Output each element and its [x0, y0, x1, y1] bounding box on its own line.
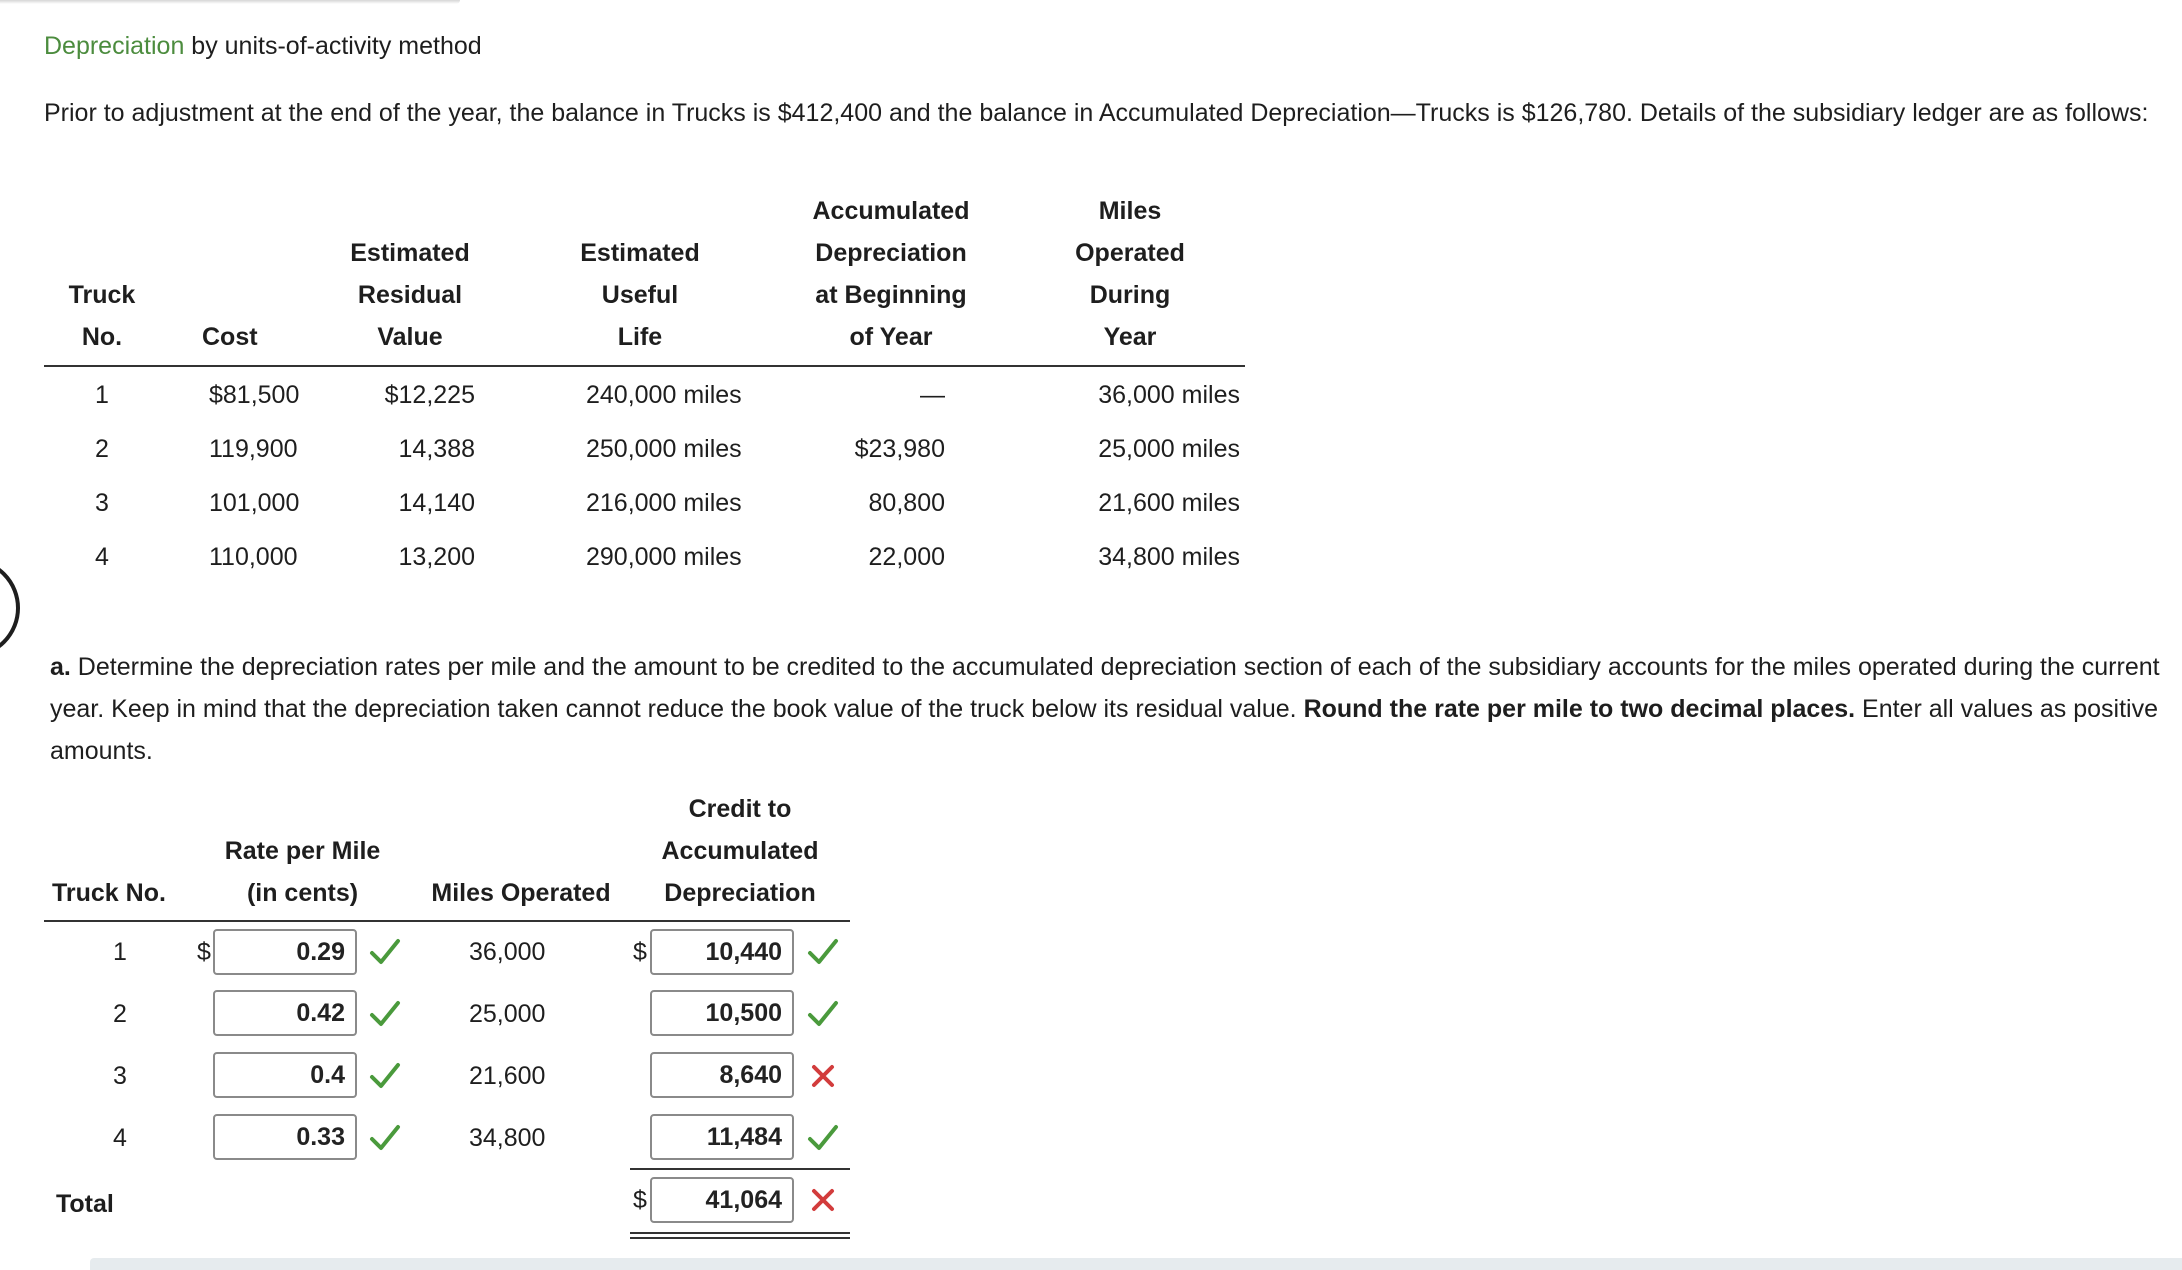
ledger-header-line: Cost [202, 323, 258, 351]
ledger-miles: 34,800 miles [1098, 543, 1240, 571]
ledger-header-miles [1050, 190, 1210, 358]
ledger-miles: 36,000 miles [1098, 381, 1240, 409]
question-tail: Enter all values as positive amounts. [50, 695, 2159, 765]
intro-paragraph: Prior to adjustment at the end of the year, the balance in Trucks is $412,400 and the balance in Accumulated Depreciation—Trucks is $126,780. Details of the subsidiary ledger are as follows: [44, 99, 2149, 127]
ledger-header-line: Residual [357, 281, 463, 309]
ledger-accum: — [920, 381, 945, 409]
answer-header-credit [640, 788, 840, 914]
depreciation-link[interactable]: Depreciation [44, 32, 185, 60]
ledger-life: 250,000 miles [586, 435, 742, 463]
ledger-header-line: Useful [601, 281, 679, 309]
ledger-life: 240,000 miles [586, 381, 742, 409]
ledger-header-line: During [1089, 281, 1171, 309]
incorrect-x-icon [806, 1183, 840, 1217]
ledger-residual: 13,200 [398, 543, 475, 571]
correct-check-icon [368, 997, 402, 1031]
question-label: a. [50, 653, 71, 681]
total-double-rule-2 [630, 1237, 850, 1239]
credit-input-2[interactable]: 10,500 [650, 990, 794, 1036]
ledger-header-line: Truck [68, 281, 136, 309]
correct-check-icon [368, 1121, 402, 1155]
ledger-truck-no: 4 [95, 543, 109, 571]
rate-input-3[interactable]: 0.4 [213, 1052, 357, 1098]
total-rule-top [630, 1168, 850, 1170]
rate-input-4[interactable]: 0.33 [213, 1114, 357, 1160]
ledger-header-accum [786, 190, 996, 358]
ledger-header-truck-no [56, 274, 148, 358]
ledger-header-line: Year [1103, 323, 1157, 351]
ledger-header-rule [44, 365, 1245, 367]
ledger-accum: 22,000 [868, 543, 945, 571]
answer-miles: 36,000 [469, 938, 546, 966]
ledger-header-line: Accumulated [812, 197, 970, 225]
ledger-life: 216,000 miles [586, 489, 742, 517]
answer-header-miles: Miles Operated [431, 879, 611, 907]
ledger-truck-no: 1 [95, 381, 109, 409]
answer-miles: 34,800 [469, 1124, 546, 1152]
ledger-residual: $12,225 [384, 381, 475, 409]
dollar-sign: $ [197, 938, 211, 966]
rate-input-1[interactable]: 0.29 [213, 929, 357, 975]
total-label: Total [56, 1190, 114, 1218]
question-text: Determine the depreciation rates per mile and the amount to be credited to the accumulated depreciation section of each of the subsidiary accounts for the miles operated during the current year. Keep in mind that the depreciation taken cannot reduce the book value of the truck below its residual value. [50, 653, 2160, 723]
total-credit-input[interactable]: 41,064 [650, 1177, 794, 1223]
correct-check-icon [368, 935, 402, 969]
answer-header-line: Depreciation [664, 879, 816, 907]
rate-input-2[interactable]: 0.42 [213, 990, 357, 1036]
correct-check-icon [806, 997, 840, 1031]
ledger-header-line: Value [377, 323, 443, 351]
answer-header-line: Credit to [688, 795, 792, 823]
ledger-truck-no: 2 [95, 435, 109, 463]
dollar-sign: $ [633, 1186, 647, 1214]
credit-input-1[interactable]: 10,440 [650, 929, 794, 975]
ledger-cost: 119,900 [209, 435, 298, 463]
ledger-truck-no: 3 [95, 489, 109, 517]
ledger-header-line: Estimated [350, 239, 470, 267]
ledger-header-line: Estimated [580, 239, 700, 267]
page-title [44, 30, 482, 62]
ledger-life: 290,000 miles [586, 543, 742, 571]
ledger-accum: 80,800 [868, 489, 945, 517]
bottom-panel-edge [90, 1258, 2182, 1270]
ledger-residual: 14,388 [398, 435, 475, 463]
answer-truck-no: 3 [113, 1062, 127, 1090]
ledger-cost: 101,000 [209, 489, 300, 517]
credit-input-3[interactable]: 8,640 [650, 1052, 794, 1098]
answer-truck-no: 1 [113, 938, 127, 966]
ledger-header-line: Operated [1075, 239, 1185, 267]
dollar-sign: $ [633, 938, 647, 966]
ledger-cost: $81,500 [209, 381, 300, 409]
answer-truck-no: 2 [113, 1000, 127, 1028]
ledger-header-line: Life [617, 323, 663, 351]
answer-header-rate [205, 830, 400, 914]
credit-input-4[interactable]: 11,484 [650, 1114, 794, 1160]
answer-header-line: Rate per Mile [224, 837, 381, 865]
ledger-cost: 110,000 [209, 543, 298, 571]
ledger-accum: $23,980 [854, 435, 945, 463]
page-title-rest: by units-of-activity method [184, 32, 482, 60]
question-bold-instruction: Round the rate per mile to two decimal places. [1303, 695, 1856, 723]
ledger-header-residual [330, 232, 490, 358]
correct-check-icon [806, 1121, 840, 1155]
ledger-residual: 14,140 [398, 489, 475, 517]
answer-header-line: (in cents) [246, 879, 359, 907]
navigation-circle-icon[interactable] [0, 558, 20, 658]
correct-check-icon [806, 935, 840, 969]
ledger-miles: 25,000 miles [1098, 435, 1240, 463]
ledger-header-line: at Beginning [815, 281, 967, 309]
top-bar-shadow [0, 0, 460, 4]
answer-miles: 25,000 [469, 1000, 546, 1028]
ledger-miles: 21,600 miles [1098, 489, 1240, 517]
question-prompt [50, 646, 2170, 772]
ledger-header-line: of Year [849, 323, 933, 351]
answer-header-truck-no: Truck No. [52, 879, 166, 907]
ledger-header-life [560, 232, 720, 358]
correct-check-icon [368, 1059, 402, 1093]
answer-miles: 21,600 [469, 1062, 546, 1090]
answer-truck-no: 4 [113, 1124, 127, 1152]
incorrect-x-icon [806, 1059, 840, 1093]
ledger-header-line: Miles [1098, 197, 1162, 225]
total-double-rule-1 [630, 1232, 850, 1234]
ledger-header-line: Depreciation [815, 239, 967, 267]
answer-header-line: Accumulated [661, 837, 819, 865]
ledger-header-cost [202, 316, 282, 358]
answer-header-rule [44, 920, 850, 922]
ledger-header-line: No. [81, 323, 123, 351]
